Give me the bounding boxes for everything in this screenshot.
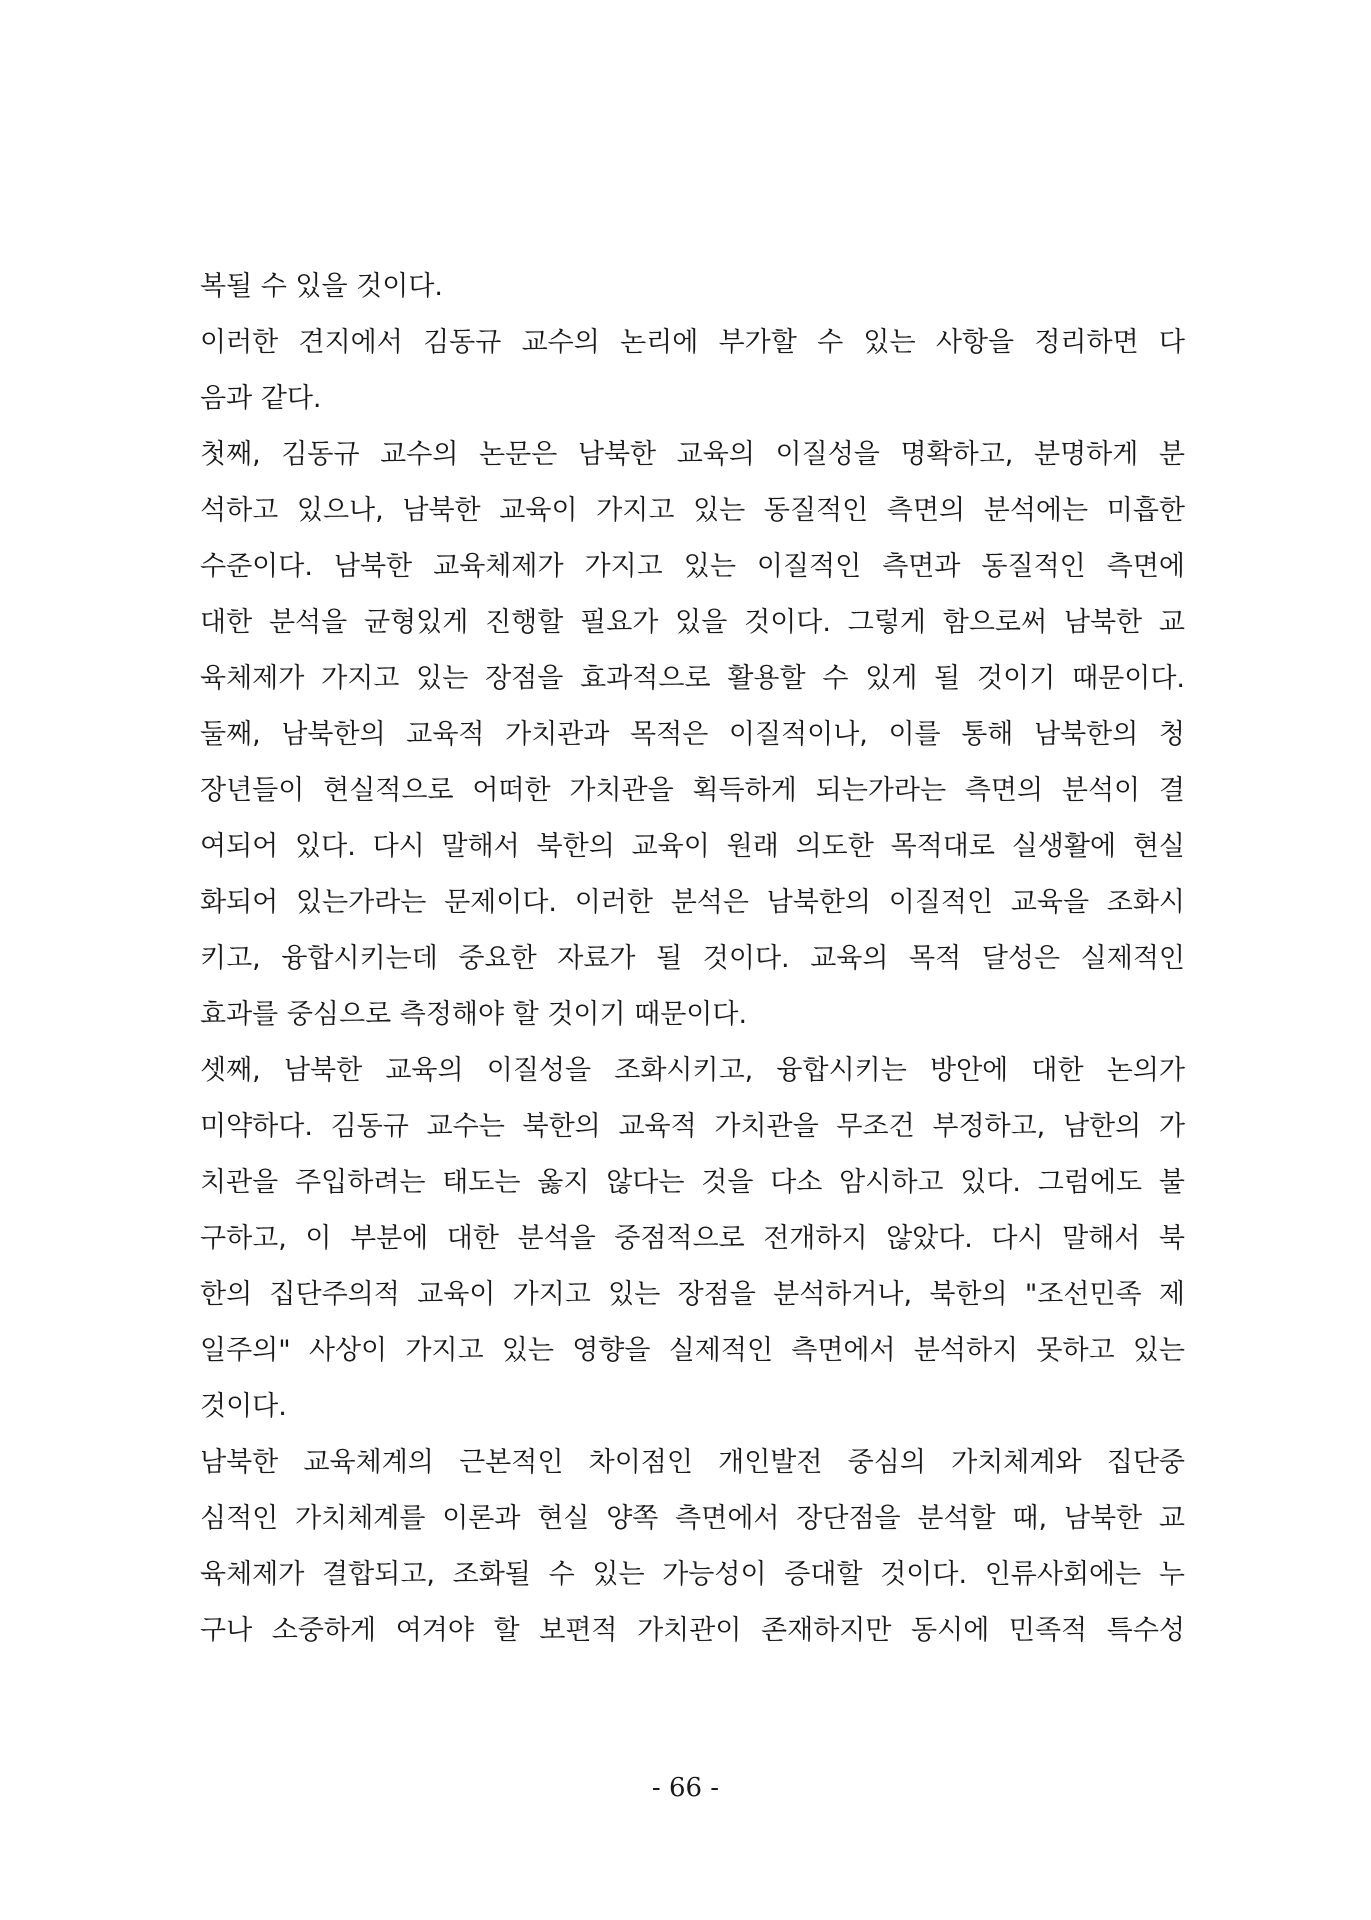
text-line: 치관을 주입하려는 태도는 옳지 않다는 것을 다소 암시하고 있다. 그럼에도 불 (200, 1167, 1185, 1198)
text-line: 첫째, 김동규 교수의 논문은 남북한 교육의 이질성을 명확하고, 분명하게 분 (200, 439, 1185, 470)
text-line: 수준이다. 남북한 교육체제가 가지고 있는 이질적인 측면과 동질적인 측면에 (200, 551, 1185, 582)
text-line: 미약하다. 김동규 교수는 북한의 교육적 가치관을 무조건 부정하고, 남한의 가 (200, 1111, 1185, 1142)
text-line: 복될 수 있을 것이다. (200, 271, 443, 302)
text-line: 육체제가 결합되고, 조화될 수 있는 가능성이 증대할 것이다. 인류사회에는 누 (200, 1559, 1185, 1590)
text-line: 셋째, 남북한 교육의 이질성을 조화시키고, 융합시키는 방안에 대한 논의가 (200, 1055, 1185, 1086)
text-line: 이러한 견지에서 김동규 교수의 논리에 부가할 수 있는 사항을 정리하면 다 (200, 327, 1185, 358)
text-line: 효과를 중심으로 측정해야 할 것이기 때문이다. (200, 999, 748, 1030)
text-line: 둘째, 남북한의 교육적 가치관과 목적은 이질적이나, 이를 통해 남북한의 청 (200, 719, 1185, 750)
page-number: - 66 - (651, 1773, 720, 1803)
text-line: 육체제가 가지고 있는 장점을 효과적으로 활용할 수 있게 될 것이기 때문이다. (200, 663, 1185, 694)
text-line: 장년들이 현실적으로 어떠한 가치관을 획득하게 되는가라는 측면의 분석이 결 (200, 775, 1185, 806)
text-line: 석하고 있으나, 남북한 교육이 가지고 있는 동질적인 측면의 분석에는 미흡한 (200, 495, 1185, 526)
text-line: 여되어 있다. 다시 말해서 북한의 교육이 원래 의도한 목적대로 실생활에 현실 (200, 831, 1185, 862)
text-line: 대한 분석을 균형있게 진행할 필요가 있을 것이다. 그렇게 함으로써 남북한 교 (200, 607, 1185, 638)
text-line: 구나 소중하게 여겨야 할 보편적 가치관이 존재하지만 동시에 민족적 특수성 (200, 1615, 1185, 1646)
text-line: 남북한 교육체계의 근본적인 차이점인 개인발전 중심의 가치체계와 집단중 (200, 1447, 1185, 1478)
text-line: 음과 같다. (200, 383, 322, 414)
text-line: 것이다. (200, 1391, 287, 1422)
text-line: 일주의" 사상이 가지고 있는 영향을 실제적인 측면에서 분석하지 못하고 있는 (200, 1335, 1185, 1366)
text-line: 한의 집단주의적 교육이 가지고 있는 장점을 분석하거나, 북한의 "조선민족 제 (200, 1279, 1185, 1310)
text-line: 심적인 가치체계를 이론과 현실 양쪽 측면에서 장단점을 분석할 때, 남북한 교 (200, 1503, 1185, 1534)
text-line: 키고, 융합시키는데 중요한 자료가 될 것이다. 교육의 목적 달성은 실제적인 (200, 943, 1185, 974)
text-line: 구하고, 이 부분에 대한 분석을 중점적으로 전개하지 않았다. 다시 말해서 북 (200, 1223, 1185, 1254)
text-line: 화되어 있는가라는 문제이다. 이러한 분석은 남북한의 이질적인 교육을 조화시 (200, 887, 1185, 918)
